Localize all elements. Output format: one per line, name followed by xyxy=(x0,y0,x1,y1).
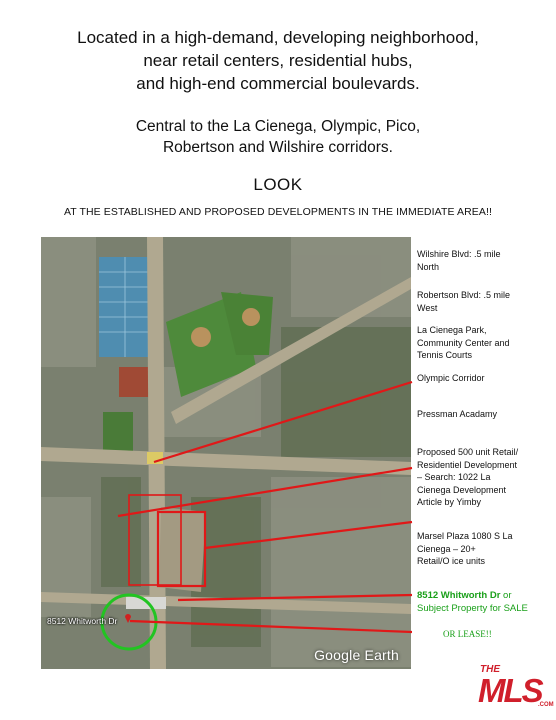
note-line: Retail/O ice units xyxy=(417,556,486,566)
google-earth-logo: Google Earth xyxy=(314,647,399,663)
note-line: West xyxy=(417,302,438,313)
note-wilshire xyxy=(417,248,547,273)
mls-logo-main: MLS xyxy=(478,672,542,709)
note-robertson xyxy=(417,289,547,314)
note-line: Olympic Corridor xyxy=(417,373,485,383)
map-pin-label: 8512 Whitworth Dr xyxy=(47,616,118,626)
lease-note: OR LEASE!! xyxy=(443,629,492,639)
note-line: Proposed 500 unit Retail/ xyxy=(417,447,519,457)
intro-line: near retail centers, residential hubs, xyxy=(143,51,413,70)
subject-sale: Subject Property for SALE xyxy=(417,602,528,614)
note-line: Tennis Courts xyxy=(417,350,473,360)
mls-logo-com: .COM xyxy=(538,702,554,708)
note-line: Residentiel Development xyxy=(417,459,518,470)
subject-line xyxy=(417,590,547,603)
intro-line: and high-end commercial boulevards. xyxy=(136,74,420,93)
aerial-map xyxy=(41,237,411,669)
note-line: Cienega – 20+ xyxy=(417,543,476,554)
the-mls-logo xyxy=(478,664,554,716)
note-pressman xyxy=(417,408,547,421)
subject-address: 8512 Whitworth Dr xyxy=(417,590,501,601)
note-line: Cienega Development xyxy=(417,484,507,495)
note-line: Article by Yimby xyxy=(417,497,482,507)
intro-line: Located in a high-demand, developing neighborhood, xyxy=(77,28,479,47)
note-line: La Cienega Park, xyxy=(417,325,487,335)
mls-logo-the: THE xyxy=(480,664,500,675)
subject-or: or xyxy=(500,590,512,601)
note-olympic xyxy=(417,372,547,385)
corridors-text xyxy=(0,116,556,158)
note-line: Pressman Acadamy xyxy=(417,409,498,419)
note-line: Robertson Blvd: .5 mile xyxy=(417,290,511,300)
note-subject-property xyxy=(417,590,547,615)
note-la-cienega-park xyxy=(417,324,547,362)
note-line: Wilshire Blvd: .5 mile xyxy=(417,249,501,259)
developments-heading: AT THE ESTABLISHED AND PROPOSED DEVELOPMENTS IN THE IMMEDIATE AREA!! xyxy=(63,206,493,218)
intro-text xyxy=(0,26,556,95)
note-marsel-plaza xyxy=(417,530,547,568)
note-proposed-development xyxy=(417,446,547,509)
note-line: Community Center and xyxy=(417,337,510,348)
corridors-line: Robertson and Wilshire corridors. xyxy=(162,139,393,156)
aerial-map-image xyxy=(41,237,411,669)
note-line: North xyxy=(417,261,440,272)
corridors-line: Central to the La Cienega, Olympic, Pico, xyxy=(135,118,421,135)
note-line: – Search: 1022 La xyxy=(417,472,491,482)
note-line: Marsel Plaza 1080 S La xyxy=(417,531,513,541)
look-heading: LOOK xyxy=(253,175,303,194)
